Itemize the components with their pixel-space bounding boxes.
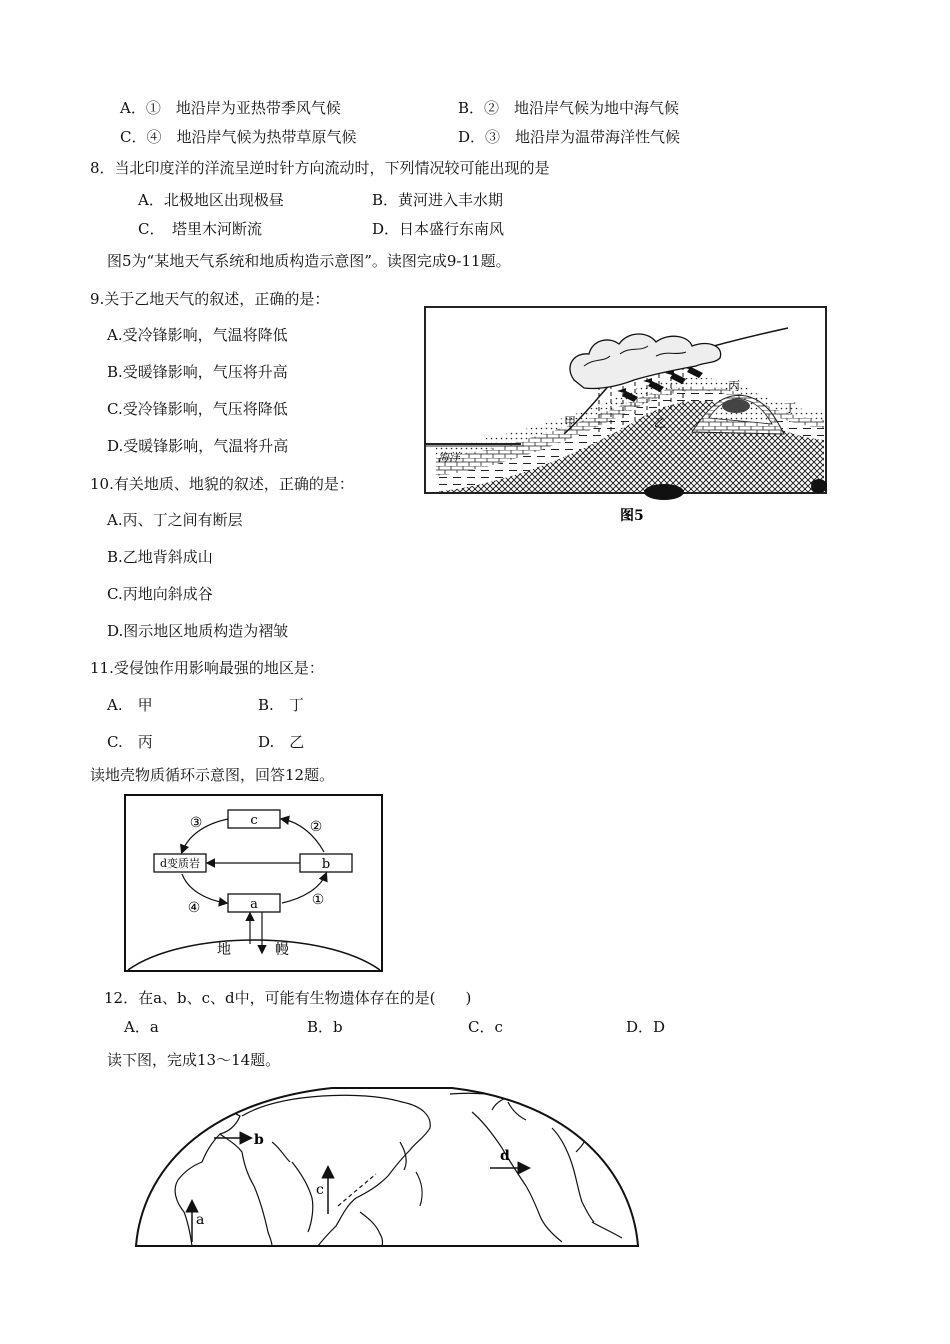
fig5-diagram bbox=[424, 306, 830, 528]
q10-option-c: C.丙地向斜成谷 bbox=[107, 585, 213, 603]
q8-option-b: B．黄河进入丰水期 bbox=[372, 191, 504, 209]
fig5-magma bbox=[644, 484, 684, 500]
map-frame bbox=[136, 1088, 638, 1246]
fig5-label-bing: 丙 bbox=[728, 379, 741, 393]
fig5-label-yi: 乙 bbox=[654, 416, 667, 430]
q12-option-c: C．c bbox=[468, 1018, 503, 1036]
fig5-intro: 图5为“某地天气系统和地质构造示意图”。读图完成9-11题。 bbox=[107, 252, 511, 270]
cycle-intro: 读地壳物质循环示意图，回答12题。 bbox=[90, 766, 335, 784]
q9-stem: 9.关于乙地天气的叙述，正确的是： bbox=[90, 290, 330, 308]
q11-option-c: C. 丙 bbox=[107, 733, 153, 751]
q7-option-b: B．② 地沿岸气候为地中海气候 bbox=[458, 99, 680, 117]
mantle-label-left: 地 bbox=[217, 942, 231, 958]
q12-stem: 12．在a、b、c、d中，可能有生物遗体存在的是( ) bbox=[104, 989, 472, 1007]
q11-option-a: A. 甲 bbox=[107, 696, 153, 714]
num-2: ② bbox=[309, 819, 323, 835]
q7-option-d: D．③ 地沿岸为温带海洋性气候 bbox=[458, 128, 681, 146]
box-c-label: c bbox=[250, 813, 258, 828]
fig5-label-ding: 丁 bbox=[784, 401, 797, 415]
map-label-d: d bbox=[500, 1148, 510, 1164]
q10-option-d: D.图示地区地质构造为褶皱 bbox=[107, 622, 289, 640]
map-label-a: a bbox=[196, 1212, 205, 1228]
map-label-c: c bbox=[316, 1182, 324, 1198]
fig5-label-jia: 甲 bbox=[564, 415, 577, 429]
q7-option-a: A．① 地沿岸为亚热带季风气候 bbox=[120, 99, 341, 117]
num-1: ① bbox=[311, 892, 325, 908]
box-d-label: d变质岩 bbox=[159, 857, 201, 870]
q8-option-d: D．日本盛行东南风 bbox=[372, 220, 505, 238]
world-map bbox=[132, 1082, 644, 1250]
q12-option-b: B．b bbox=[307, 1018, 343, 1036]
q11-stem: 11.受侵蚀作用影响最强的地区是： bbox=[90, 659, 324, 677]
box-a-label: a bbox=[250, 897, 258, 912]
rock-cycle-diagram bbox=[124, 794, 384, 972]
q11-option-d: D. 乙 bbox=[258, 733, 305, 751]
q9-option-c: C.受冷锋影响，气压将降低 bbox=[107, 400, 288, 418]
q9-option-b: B.受暖锋影响，气压将升高 bbox=[107, 363, 288, 381]
fig5-hill-core bbox=[722, 399, 750, 413]
fig5-label-ocean: 海洋 bbox=[438, 451, 460, 464]
num-4: ④ bbox=[187, 900, 201, 916]
num-3: ③ bbox=[189, 815, 203, 831]
map-intro: 读下图，完成13～14题。 bbox=[107, 1051, 281, 1069]
q10-option-b: B.乙地背斜成山 bbox=[107, 548, 213, 566]
q10-stem: 10.有关地质、地貌的叙述，正确的是： bbox=[90, 475, 354, 493]
map-label-b: b bbox=[254, 1132, 264, 1148]
q7-option-c: C．④ 地沿岸气候为热带草原气候 bbox=[120, 128, 357, 146]
box-b-label: b bbox=[321, 857, 331, 872]
q12-option-a: A．a bbox=[124, 1018, 159, 1036]
q8-option-c: C． 塔里木河断流 bbox=[138, 220, 262, 238]
q9-option-d: D.受暖锋影响，气温将升高 bbox=[107, 437, 289, 455]
fig5-caption: 图5 bbox=[620, 508, 644, 524]
mantle-label-right: 幔 bbox=[275, 942, 289, 958]
q9-option-a: A.受冷锋影响，气温将降低 bbox=[107, 326, 288, 344]
q10-option-a: A.丙、丁之间有断层 bbox=[107, 511, 243, 529]
q12-option-d: D．D bbox=[626, 1018, 666, 1036]
q8-stem: 8．当北印度洋的洋流呈逆时针方向流动时，下列情况较可能出现的是 bbox=[90, 159, 550, 177]
q11-option-b: B. 丁 bbox=[258, 696, 304, 714]
q8-option-a: A．北极地区出现极昼 bbox=[138, 191, 284, 209]
